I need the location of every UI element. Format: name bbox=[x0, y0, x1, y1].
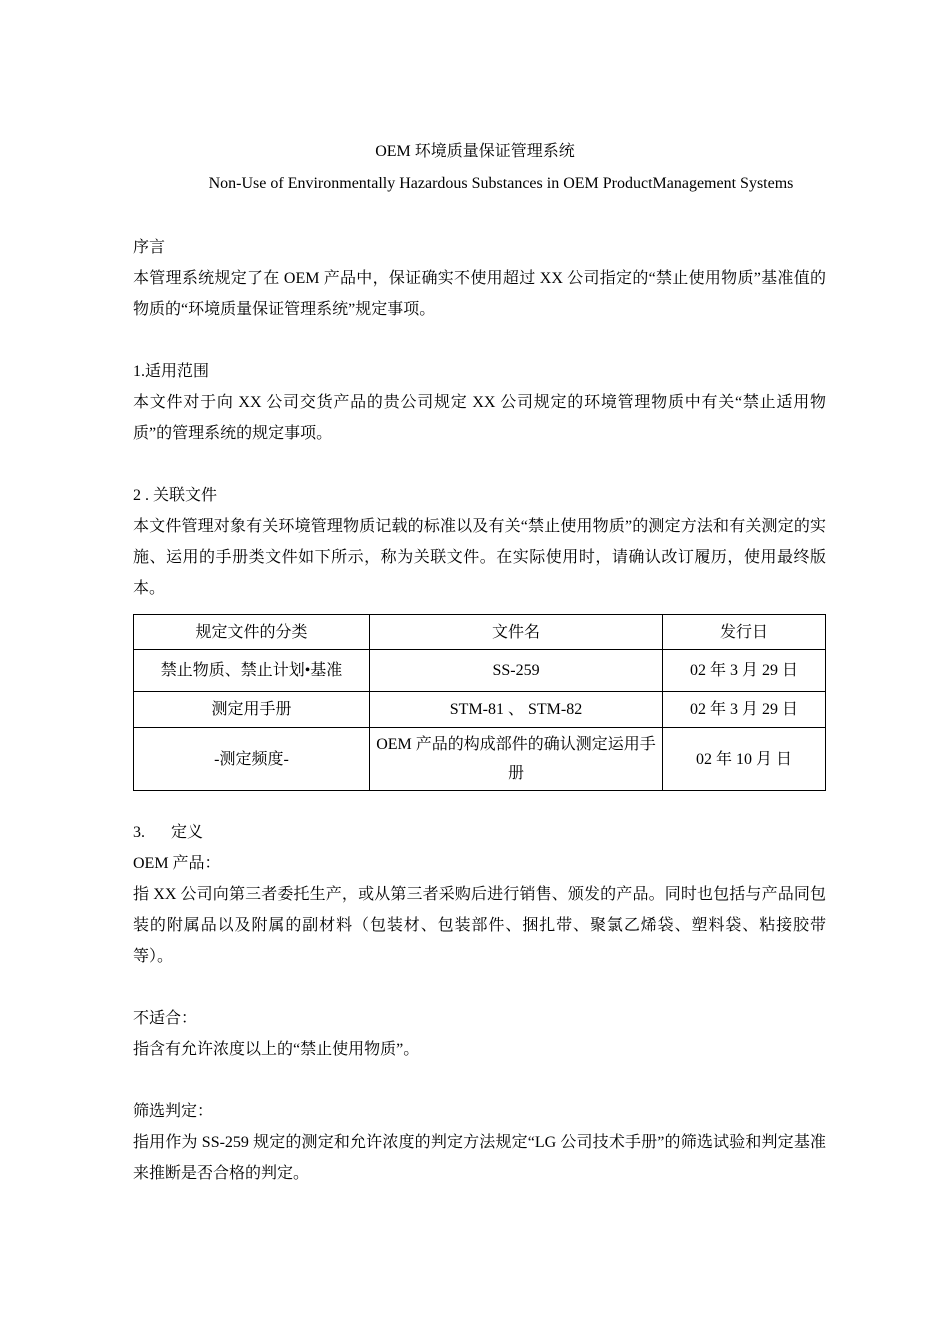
table-cell-date: 02 年 3 月 29 日 bbox=[663, 692, 826, 728]
unfit-term: 不适合： bbox=[133, 1010, 198, 1027]
table-cell-date: 02 年 10 月 日 bbox=[663, 728, 826, 791]
table-header-issue-date: 发行日 bbox=[663, 615, 826, 650]
section3-heading bbox=[133, 817, 826, 848]
table-cell-category: 禁止物质、禁止计划•基准 bbox=[134, 650, 370, 692]
document-title-cn: OEM 环境质量保证管理系统 bbox=[375, 143, 575, 160]
unfit-definition: 指含有允许浓度以上的“禁止使用物质”。 bbox=[133, 1041, 420, 1058]
table-row bbox=[134, 650, 826, 692]
section3-title: 定义 bbox=[171, 824, 204, 841]
related-documents-table bbox=[133, 614, 826, 791]
section1-heading: 1.适用范围 bbox=[133, 363, 210, 380]
table-cell-filename: OEM 产品的构成部件的确认测定运用手册 bbox=[370, 728, 663, 791]
table-cell-date: 02 年 3 月 29 日 bbox=[663, 650, 826, 692]
preface-text: 本管理系统规定了在 OEM 产品中，保证确实不使用超过 XX 公司指定的“禁止使用物质”基准值的物质的“环境质量保证管理系统”规定事项。 bbox=[133, 270, 826, 318]
oem-term: OEM 产品： bbox=[133, 855, 221, 872]
screening-definition: 指用作为 SS-259 规定的测定和允许浓度的判定方法规定“LG 公司技术手册”的筛选试验和判定基准来推断是否合格的判定。 bbox=[133, 1134, 826, 1182]
preface-heading: 序言 bbox=[133, 239, 166, 256]
table-row bbox=[134, 692, 826, 728]
table-cell-category: 测定用手册 bbox=[134, 692, 370, 728]
section1-text: 本文件对于向 XX 公司交货产品的贵公司规定 XX 公司规定的环境管理物质中有关“禁止适用物质”的管理系统的规定事项。 bbox=[133, 394, 826, 442]
screening-term: 筛选判定： bbox=[133, 1103, 214, 1120]
section3-number: 3. bbox=[133, 824, 145, 841]
document-title-en: Non-Use of Environmentally Hazardous Substances in OEM ProductManagement Systems bbox=[208, 175, 794, 192]
document-body bbox=[133, 232, 826, 1189]
table-header-category: 规定文件的分类 bbox=[134, 615, 370, 650]
table-row bbox=[134, 728, 826, 791]
table-cell-filename: STM-81 、 STM-82 bbox=[370, 692, 663, 728]
section2-heading: 2 . 关联文件 bbox=[133, 487, 218, 504]
table-cell-category: -测定频度- bbox=[134, 728, 370, 791]
table-header-filename: 文件名 bbox=[370, 615, 663, 650]
table-header-row bbox=[134, 615, 826, 650]
table-cell-filename: SS-259 bbox=[370, 650, 663, 692]
section2-text: 本文件管理对象有关环境管理物质记载的标准以及有关“禁止使用物质”的测定方法和有关测定的实施、运用的手册类文件如下所示，称为关联文件。在实际使用时，请确认改订履历，使用最终版本。 bbox=[133, 518, 826, 597]
oem-definition: 指 XX 公司向第三者委托生产，或从第三者采购后进行销售、颁发的产品。同时也包括与产品同包装的附属品以及附属的副材料（包装材、包装部件、捆扎带、聚氯乙烯袋、塑料袋、粘接胶带等）。 bbox=[133, 886, 826, 965]
